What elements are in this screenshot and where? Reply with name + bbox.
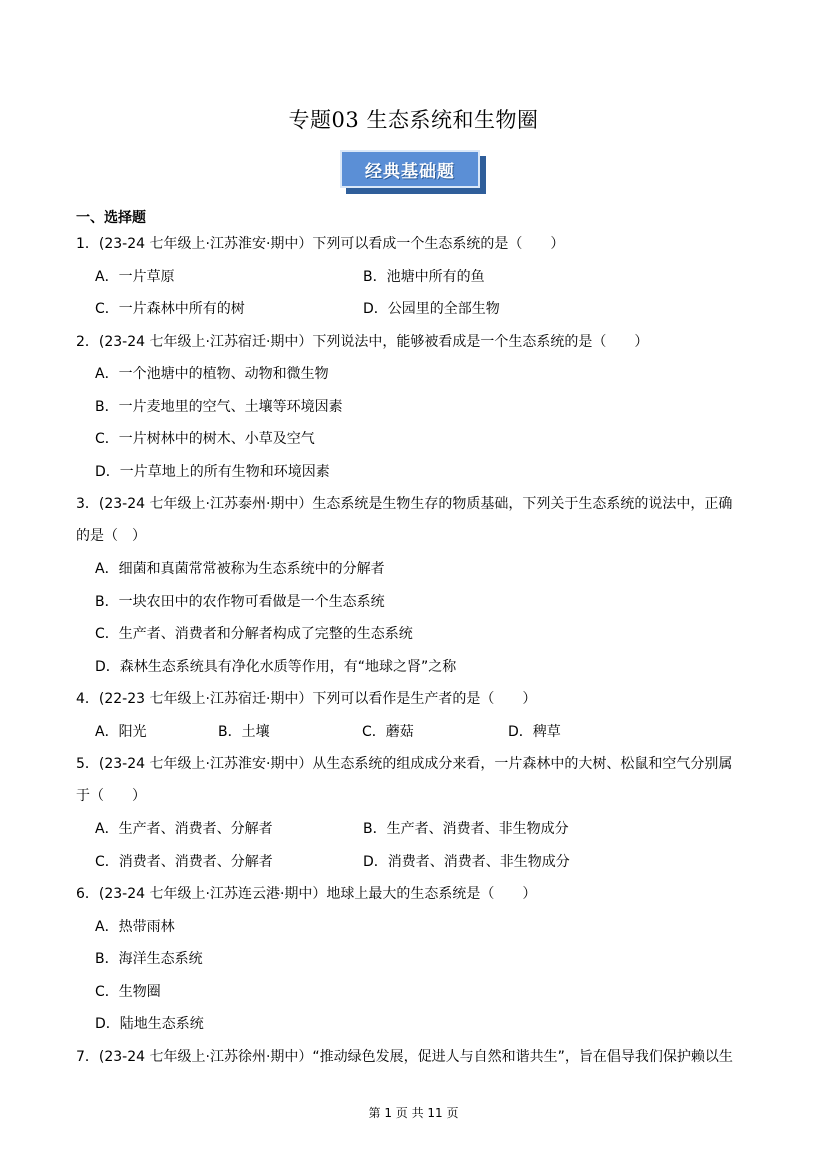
page-title: 专题03 生态系统和生物圈: [288, 108, 539, 132]
question-3-option-a: A．细菌和真菌常常被称为生态系统中的分解者: [95, 561, 385, 577]
question-5-stem-cont: 于（ ）: [76, 788, 146, 804]
question-4-stem: 4．(22-23 七年级上·江苏宿迁·期中）下列可以看作是生产者的是（ ）: [76, 691, 537, 707]
question-4-option-d: D．稗草: [508, 724, 561, 740]
question-6-option-c: C．生物圈: [95, 984, 161, 1000]
page-footer: 第 1 页 共 11 页: [368, 1106, 459, 1120]
question-1-option-b: B．池塘中所有的鱼: [363, 269, 485, 285]
question-7-stem: 7．(23-24 七年级上·江苏徐州·期中）“推动绿色发展，促进人与自然和谐共生”，旨在倡导我们保护赖以生: [76, 1049, 733, 1065]
section-badge: [340, 150, 487, 195]
question-1-option-a: A．一片草原: [95, 269, 175, 285]
question-2-option-d: D．一片草地上的所有生物和环境因素: [95, 464, 330, 480]
question-4-option-c: C．蘑菇: [362, 724, 414, 740]
section-heading: 一、选择题: [76, 210, 146, 226]
question-5-option-a: A．生产者、消费者、分解者: [95, 821, 273, 837]
badge-label: 经典基础题: [365, 161, 455, 182]
question-4-option-b: B．土壤: [218, 724, 270, 740]
question-2-stem: 2．(23-24 七年级上·江苏宿迁·期中）下列说法中，能够被看成是一个生态系统的是（ ）: [76, 334, 649, 350]
question-4-option-a: A．阳光: [95, 724, 147, 740]
question-3-stem-cont: 的是（ ）: [76, 528, 146, 544]
question-6-option-a: A．热带雨林: [95, 919, 175, 935]
question-5-stem: 5．(23-24 七年级上·江苏淮安·期中）从生态系统的组成成分来看，一片森林中的大树、松鼠和空气分别属: [76, 756, 733, 772]
question-3-stem: 3．(23-24 七年级上·江苏泰州·期中）生态系统是生物生存的物质基础，下列关于生态系统的说法中，正确: [76, 496, 733, 512]
question-3-option-d: D．森林生态系统具有净化水质等作用，有“地球之肾”之称: [95, 659, 457, 675]
question-2-option-b: B．一片麦地里的空气、土壤等环境因素: [95, 399, 343, 415]
question-5-option-c: C．消费者、消费者、分解者: [95, 854, 273, 870]
question-2-option-c: C．一片树林中的树木、小草及空气: [95, 431, 315, 447]
question-5-option-d: D．消费者、消费者、非生物成分: [363, 854, 570, 870]
question-1-option-c: C．一片森林中所有的树: [95, 301, 245, 317]
question-1-option-d: D．公园里的全部生物: [363, 301, 500, 317]
question-1-stem: 1．(23-24 七年级上·江苏淮安·期中）下列可以看成一个生态系统的是（ ）: [76, 236, 565, 252]
question-2-option-a: A．一个池塘中的植物、动物和微生物: [95, 366, 329, 382]
question-3-option-c: C．生产者、消费者和分解者构成了完整的生态系统: [95, 626, 413, 642]
question-6-option-d: D．陆地生态系统: [95, 1016, 204, 1032]
question-5-option-b: B．生产者、消费者、非生物成分: [363, 821, 569, 837]
question-6-option-b: B．海洋生态系统: [95, 951, 203, 967]
badge-face: [340, 150, 480, 188]
question-6-stem: 6．(23-24 七年级上·江苏连云港·期中）地球上最大的生态系统是（ ）: [76, 886, 537, 902]
question-3-option-b: B．一块农田中的农作物可看做是一个生态系统: [95, 594, 385, 610]
